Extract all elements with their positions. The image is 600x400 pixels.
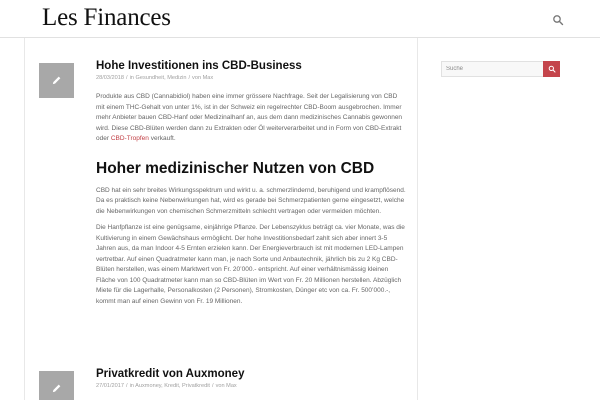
pencil-icon [51, 383, 62, 394]
search-icon [548, 65, 556, 73]
post-date: 27/01/2017 [96, 383, 124, 389]
post-paragraph: CBD hat ein sehr breites Wirkungsspektrum und wirkt u. a. schmerzlindernd, beruhigend und krampflösend. Da es praktisch keine Nebenwirkungen hat, wird es gerade bei Schmerzpatienten gerne eingesetzt, welche die Nebenwirkungen von chemischen Schmerzmitteln schlecht vertragen oder vermeiden möchten. [96, 186, 406, 215]
paragraph-text: Produkte aus CBD (Cannabidiol) haben eine immer grössere Nachfrage. Seit der Legalisierung von CBD mit einem THC-Gehalt von unter 1%, ist in der Schweiz ein regelrechter CBD-Boom ausgebrochen. Immer mehr Anbieter bauen CBD-Hanf oder Medizinalhanf an, aus dem dann medizinisches Cannabis gewonnen wird. Diese CBD-Blüten werden dann zu Extrakten oder Öl weiterverarbeitet und in Form von CBD-Extrakt oder [96, 93, 403, 142]
category-prefix: in [129, 383, 134, 389]
post-author-link[interactable]: Max [226, 383, 237, 389]
sidebar-divider [417, 38, 418, 400]
paragraph-text-end: verkauft. [148, 135, 176, 142]
author-prefix: von [215, 383, 225, 389]
pencil-icon [51, 75, 62, 86]
search-input[interactable] [442, 62, 544, 76]
author-prefix: von [192, 75, 202, 81]
post-content [96, 60, 406, 307]
post-meta: 27/01/2017 / in Auxmoney, Kredit, Privatkredit / von Max [96, 383, 237, 389]
sidebar-search [441, 61, 560, 77]
category-prefix: in [129, 75, 134, 81]
post-paragraph [96, 92, 406, 145]
post-subheading: Hoher medizinischer Nutzen von CBD [96, 159, 375, 177]
site-header [0, 0, 600, 38]
post-date: 28/03/2018 [96, 75, 124, 81]
post-author-link[interactable]: Max [202, 75, 214, 81]
post-content [96, 368, 406, 389]
search-button[interactable] [543, 61, 560, 77]
cbd-tropfen-link[interactable]: CBD-Tropfen [110, 135, 149, 142]
post-categories-link[interactable]: Gesundheit, Medizin [135, 75, 187, 81]
post-title[interactable]: Privatkredit von Auxmoney [96, 368, 245, 380]
post-paragraph: Die Hanfpflanze ist eine genügsame, einjährige Pflanze. Der Lebenszyklus beträgt ca. vier Monate, was die Kultivierung in einem Gewächshaus ermöglicht. Der hohe Investitionsbedarf zahlt sich aber innert 3-5 Jahren aus, da man Indoor 4-5 Ernten erzielen kann. Der Energieverbrauch ist mit modernen LED-Lampen vertretbar. Auf einen Quadratmeter kann man, je nach Sorte und Anbautechnik, jährlich bis zu 2 Kg CBD-Blüten herstellen, was einem Marktwert von Fr. 20’000.- entspricht. Auf einer verhältnismässig kleinen Fläche von 100 Quadratmeter kann man so CBD-Blüten im Wert von Fr. 20 Millionen herstellen. Abzüglich Miete für die Lagerhalle, Personalkosten (2 Personen), Stromkosten, Dünger etc von ca. Fr. 500’000.-, kommt man auf einen Gewinn von Fr. 19 Millionen. [96, 224, 405, 305]
post-format-badge [39, 63, 74, 98]
content-left-border [24, 38, 25, 400]
post-format-badge [39, 371, 74, 400]
search-icon[interactable] [552, 13, 564, 25]
post-title[interactable]: Hohe Investitionen ins CBD-Business [96, 60, 302, 72]
site-title[interactable]: Les Finances [42, 4, 171, 31]
post-meta: 28/03/2018 / in Gesundheit, Medizin / von Max [96, 75, 214, 81]
post-categories-link[interactable]: Auxmoney, Kredit, Privatkredit [135, 383, 210, 389]
